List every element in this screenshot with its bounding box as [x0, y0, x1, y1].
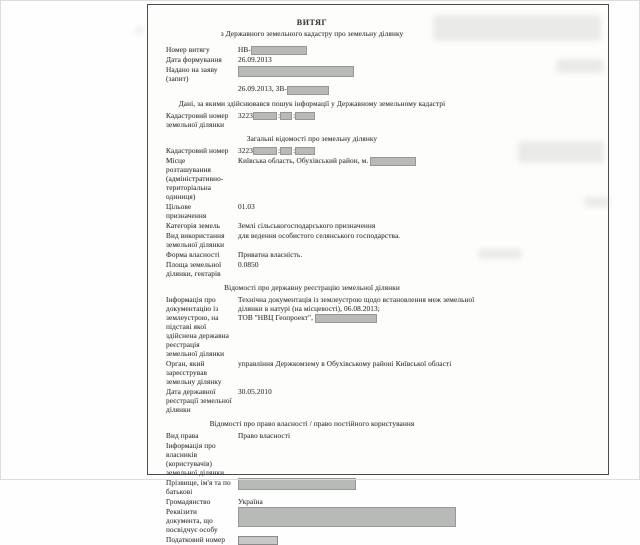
- field-text: :: [293, 145, 296, 155]
- scan-smudge: [478, 249, 522, 259]
- field-text: ТОВ "НВЦ Геопроект",: [238, 312, 315, 322]
- redaction-box: [251, 46, 307, 55]
- field-label: Реквізити документа, що посвідчує особу: [166, 506, 218, 534]
- field-text: 3223: [238, 145, 253, 155]
- form-row: [166, 202, 458, 220]
- redaction-box: [238, 536, 278, 545]
- field-label: [166, 84, 232, 93]
- field-label: Кадастровий номер земельної ділянки: [166, 110, 229, 129]
- form-row: [166, 231, 458, 249]
- field-value: [238, 260, 476, 278]
- field-text: :: [278, 145, 281, 155]
- form-row: [166, 65, 458, 83]
- field-value: [238, 507, 476, 534]
- redaction-box: [238, 507, 456, 527]
- field-label: Площа земельної ділянки, гектарів: [166, 259, 222, 278]
- field-label: Дата формування: [166, 55, 222, 65]
- form-row: [166, 250, 458, 259]
- redaction-box: [370, 157, 416, 166]
- form-row: [166, 497, 458, 506]
- field-label: Інформація про власників (користувачів) земельної ділянки: [166, 440, 225, 477]
- field-label: Прізвище, ім'я та по батькові: [166, 477, 231, 496]
- form-row: [166, 260, 458, 278]
- field-value: [238, 156, 476, 201]
- redaction-box: [280, 112, 292, 120]
- form-row: [166, 84, 458, 93]
- form-row: [166, 111, 458, 129]
- field-label: Орган, який зареєстрував земельну ділянку: [166, 358, 222, 386]
- form-row: [166, 55, 458, 64]
- field-value: [238, 202, 476, 220]
- field-value: [238, 55, 476, 64]
- form-row: [166, 507, 458, 534]
- form-row: [166, 431, 458, 440]
- field-value: [238, 65, 476, 83]
- document-body: [166, 45, 475, 544]
- scan-smudge: [135, 27, 143, 34]
- form-row: [166, 45, 458, 54]
- document-content: [166, 18, 475, 545]
- field-label: Надано на заяву (запит): [166, 65, 218, 84]
- field-label: Форма власності: [166, 249, 220, 259]
- field-label: Дата державної реєстрації земельної ділянки: [166, 386, 232, 414]
- scan-smudge: [584, 197, 610, 207]
- form-row: [166, 156, 458, 201]
- field-text: 3223: [238, 110, 253, 120]
- field-text: 0.0850: [238, 259, 259, 269]
- form-row: [166, 359, 458, 386]
- field-value: [238, 359, 476, 386]
- field-text: 26.09.2013, ЗВ-: [238, 84, 287, 94]
- document-subtitle: з Державного земельного кадастру про земельну ділянку: [220, 29, 404, 38]
- field-value: [238, 387, 476, 414]
- field-label: Цільове призначення: [166, 201, 207, 220]
- field-label: Номер витягу: [166, 45, 210, 54]
- field-value: [238, 441, 476, 477]
- redaction-box: [287, 86, 329, 95]
- field-value: [238, 250, 476, 259]
- field-text: 01.03: [238, 201, 255, 211]
- field-value: [238, 231, 476, 249]
- field-text: Київська область, Обухівський район, м.: [238, 155, 371, 165]
- field-label: Вид права: [166, 430, 199, 440]
- redaction-box: [253, 147, 277, 155]
- redaction-box: [295, 112, 315, 120]
- field-label: Податковий номер: [166, 534, 226, 544]
- field-label: Вид використання земельної ділянки: [166, 230, 225, 249]
- field-value: [238, 478, 476, 496]
- redaction-box: [295, 147, 315, 155]
- section-heading: Відомості про державну реєстрацію земельної ділянки: [224, 282, 400, 292]
- scan-smudge: [518, 141, 604, 163]
- section-heading: Дані, за якими здійснювався пошук інформації у Державному земельному кадастрі: [178, 98, 446, 108]
- form-row: [166, 294, 475, 358]
- section-heading: Відомості про право власності / право постійного користування: [209, 418, 415, 428]
- field-text: для ведення особистого селянського господарства.: [238, 230, 401, 240]
- field-label: Громадянство: [166, 496, 211, 506]
- field-value: [238, 295, 476, 358]
- scan-smudge: [556, 59, 604, 73]
- field-value: [238, 84, 476, 93]
- scan-smudge: [433, 15, 601, 41]
- redaction-box: [315, 314, 377, 323]
- field-text: :: [293, 110, 296, 120]
- document-title: ВИТЯГ: [296, 18, 328, 27]
- form-row: [166, 387, 458, 414]
- redaction-box: [280, 147, 292, 155]
- form-row: [166, 146, 458, 155]
- field-value: [238, 45, 476, 54]
- field-text: 26.09.2013: [238, 55, 272, 65]
- field-label: Інформація про документацію із землеустрою, на підставі якої здійснена державна реєстрація земельної ділянки: [166, 294, 230, 358]
- form-row: [166, 478, 458, 496]
- field-label: Категорія земель: [166, 220, 221, 230]
- field-text: Землі сільськогосподарського призначення: [238, 220, 376, 230]
- field-text: Право власності: [238, 430, 291, 440]
- field-text: Технічна документація із землеустрою щодо встановлення меж земельної ділянки в натурі (на місцевості), 06.08.2013;: [238, 294, 475, 313]
- field-text: НВ-: [238, 45, 251, 54]
- redaction-box: [238, 478, 356, 490]
- field-text: управління Держкомзему в Обухівському районі Київської області: [238, 358, 452, 368]
- form-row: [166, 221, 458, 230]
- document-page: [147, 4, 609, 544]
- redaction-box: [238, 66, 354, 77]
- section-heading: Загальні відомості про земельну ділянку: [246, 133, 378, 143]
- field-text: 30.05.2010: [238, 386, 272, 396]
- field-value: [238, 221, 476, 230]
- field-text: Україна: [238, 496, 263, 506]
- field-value: [238, 535, 476, 544]
- field-value: [238, 146, 476, 155]
- form-row: [166, 441, 458, 477]
- field-text: :: [278, 110, 281, 120]
- field-value: [238, 431, 476, 440]
- form-row: [166, 535, 458, 544]
- field-label: Місце розташування (адміністративно-територіальна одиниця): [166, 155, 224, 201]
- field-label: Кадастровий номер: [166, 145, 229, 155]
- field-text: Приватна власність.: [238, 249, 303, 259]
- field-value: [238, 497, 476, 506]
- field-value: [238, 111, 476, 129]
- redaction-box: [253, 112, 277, 120]
